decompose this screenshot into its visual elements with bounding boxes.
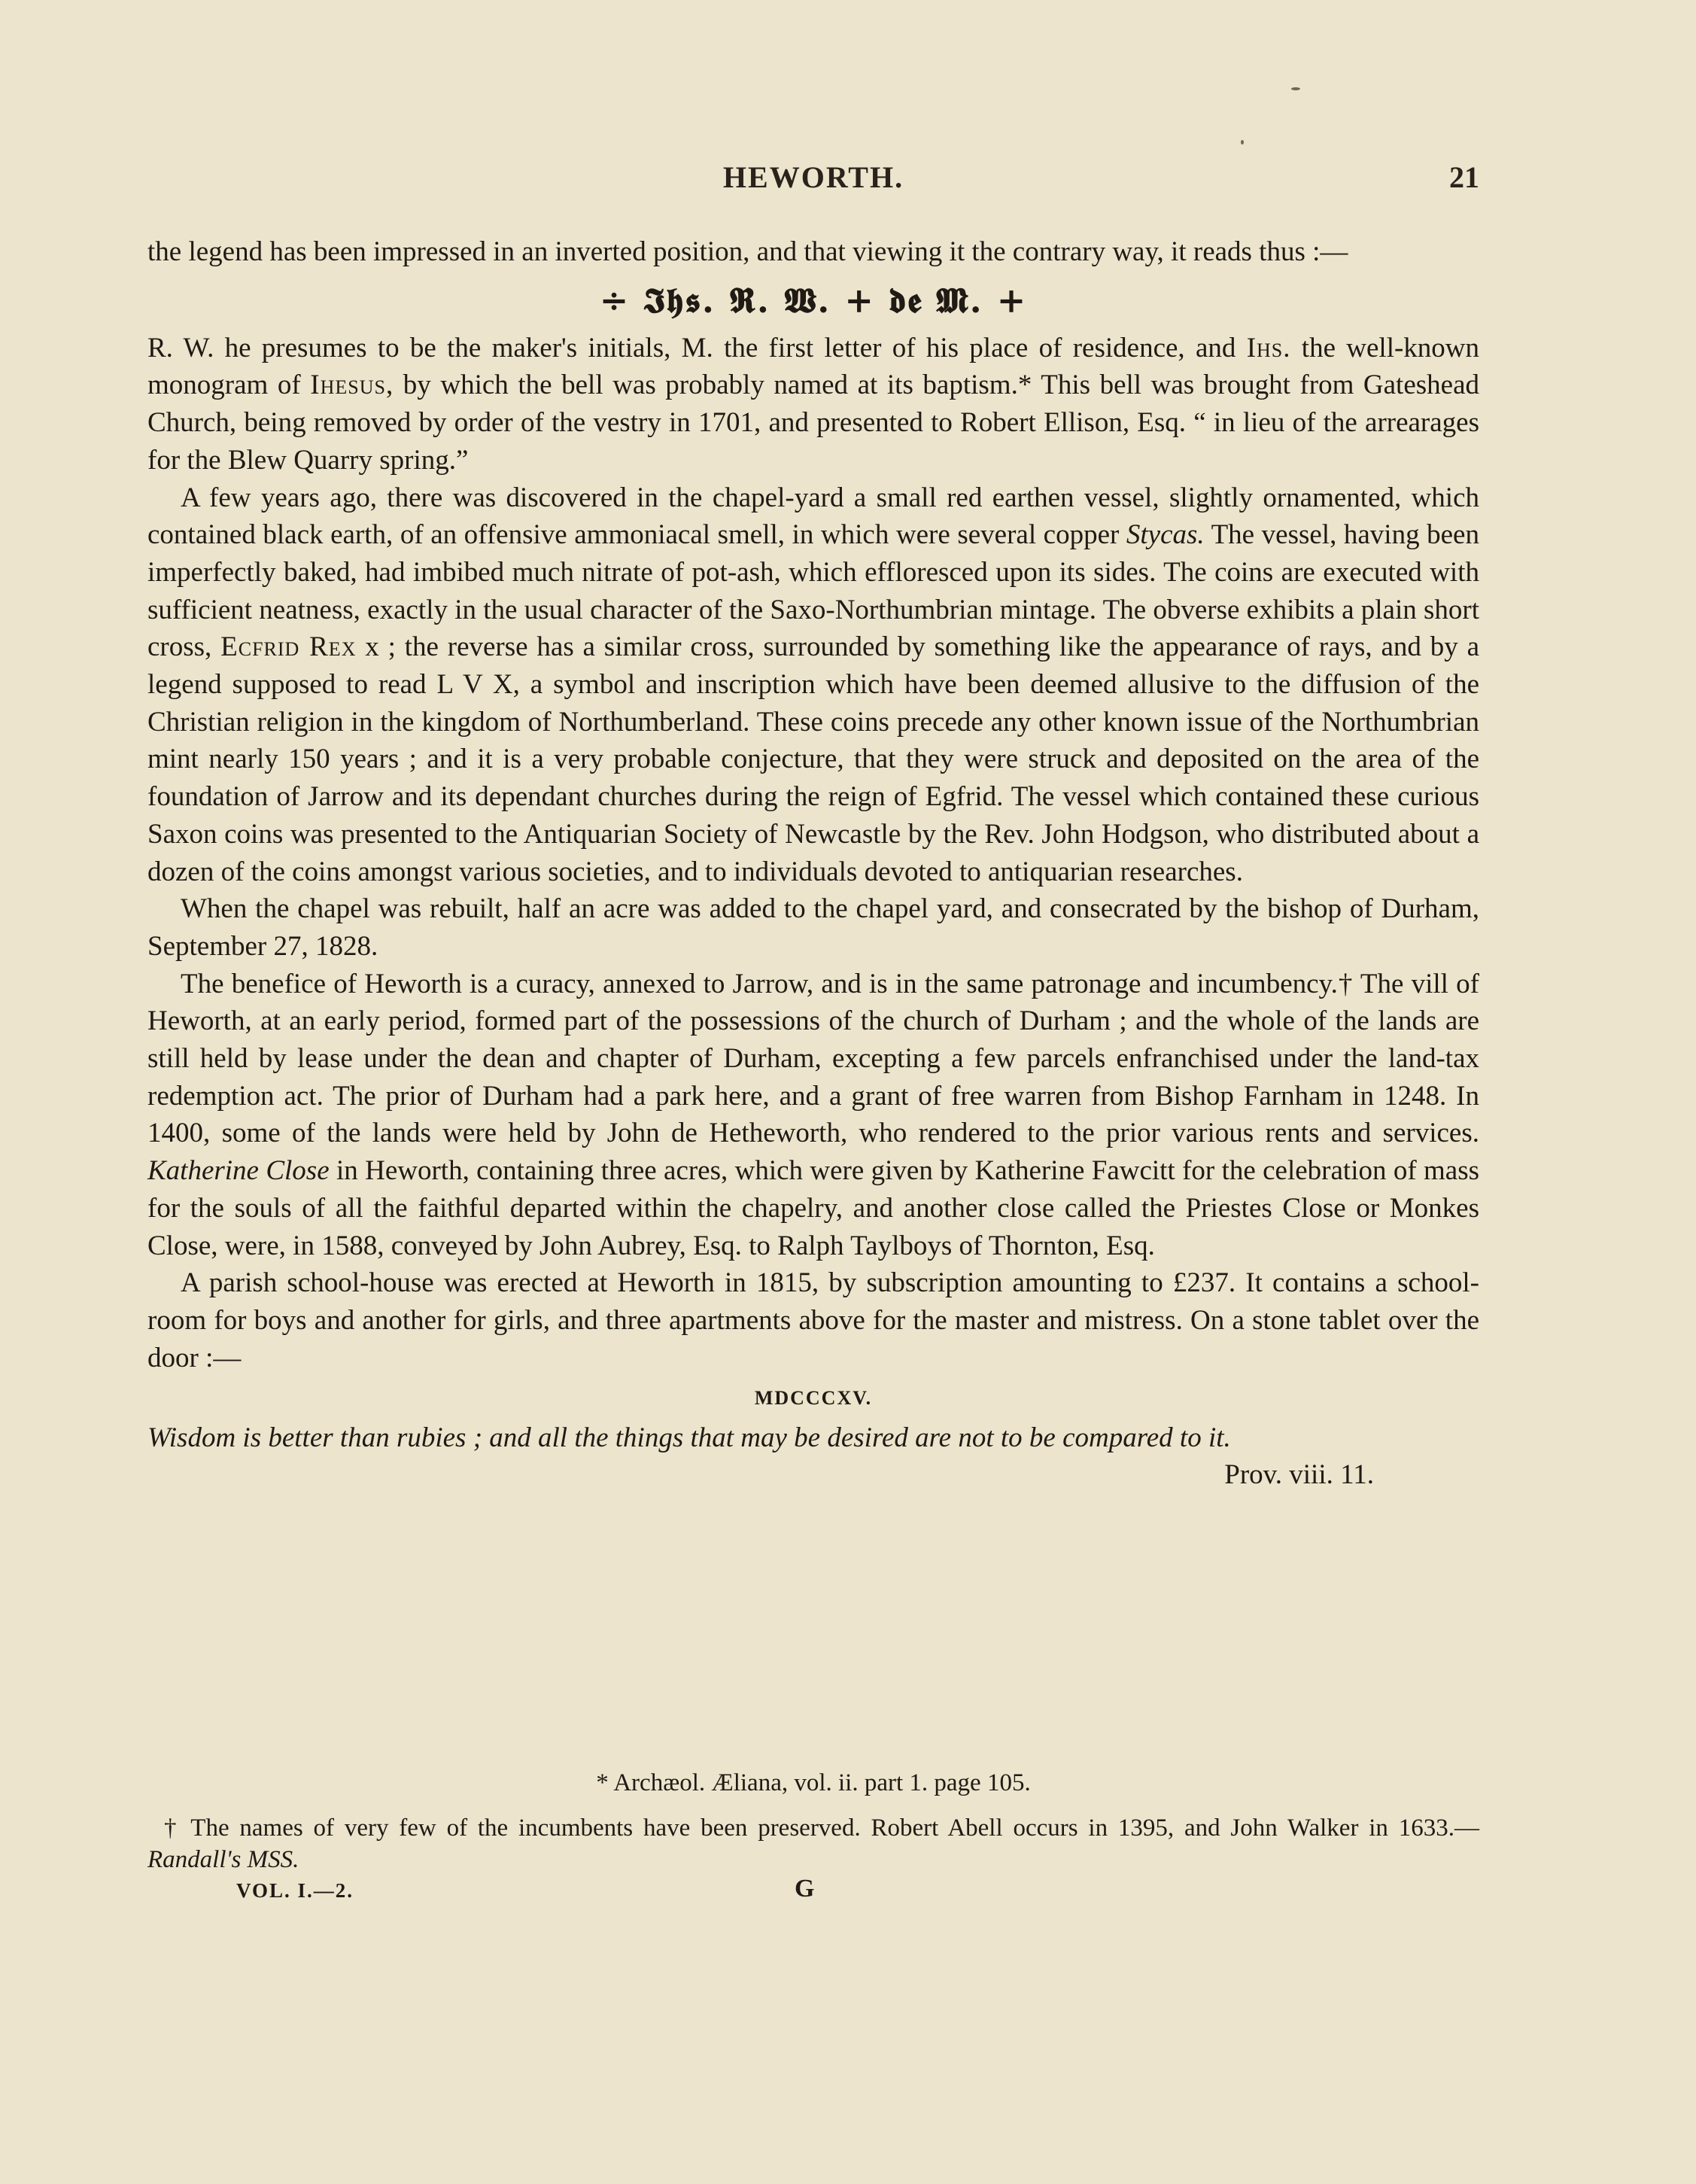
paragraph-text: by which the bell was probably named at its baptism.* This bell was brought from Gateshead Church, being removed by order of the vestry in 1701, and presented to Robert Ellison, Esq. “ in lieu of the arrearages for the Blew Quarry spring.” xyxy=(147,370,1480,476)
paragraph-continuation: the legend has been impressed in an inverted position, and that viewing it the contrary way, it reads thus :— xyxy=(147,236,1348,267)
gathering-letter: G xyxy=(795,1875,815,1903)
italic-term: Katherine Close xyxy=(147,1155,330,1187)
running-title: HEWORTH. xyxy=(722,160,904,194)
page-header xyxy=(147,160,1479,205)
footnote-source: Randall's MSS. xyxy=(147,1846,299,1873)
paragraph-chapel-rebuilt: When the chapel was rebuilt, half an acre was added to the chapel yard, and consecrated by the bishop of Durham, September 27, 1828. xyxy=(147,893,1479,962)
paragraph-benefice xyxy=(147,966,1479,1265)
tablet-quotation: Wisdom is better than rubies ; and all the things that may be desired are not to be compared to it. xyxy=(147,1422,1231,1454)
paragraph-text: in Heworth, containing three acres, which were given by Katherine Fawcitt for the celebration of mass for the souls of all the faithful departed within the chapelry, and another close called the Priestes Close or Monkes Close, were, in 1588, conveyed by John Aubrey, Esq. to Ralph Taylboys of Thornton, Esq. xyxy=(147,1155,1480,1261)
quotation-reference: Prov. viii. 11. xyxy=(1224,1459,1374,1491)
ink-speck xyxy=(1241,140,1244,144)
page-number: 21 xyxy=(1449,160,1479,194)
paragraph-stycas xyxy=(147,479,1479,891)
name-term: Ihesus, xyxy=(310,370,394,401)
ink-speck xyxy=(1291,87,1300,90)
tablet-year: MDCCCXV. xyxy=(754,1387,873,1410)
footnote-text: † The names of very few of the incumbents have been preserved. Robert Abell occurs in 1395, and John Walker in 1633.— xyxy=(164,1814,1479,1842)
paragraph-text: x ; the reverse has a similar cross, surrounded by something like the appearance of rays, and by a legend supposed to read L V X, a symbol and inscription which have been deemed allusive to the diffusion of the Christian religion in the kingdom of Northumberland. These coins precede any other known issue of the Northumbrian mint nearly 150 years ; and it is a very probable conjecture, that they were struck and deposited on the area of the foundation of Jarrow and its dependant churches during the reign of Egfrid. The vessel which contained these curious Saxon coins was presented to the Antiquarian Society of Newcastle by the Rev. John Hodgson, who distributed about a dozen of the coins amongst various societies, and to individuals devoted to antiquarian researches. xyxy=(147,631,1479,887)
monogram-term: Ihs. xyxy=(1246,332,1291,363)
paragraph-text: The vessel, having been imperfectly baked, had imbibed much nitrate of pot-ash, which effloresced upon its sides. The coins are executed with sufficient neatness, exactly in the usual character of the Saxo-Northumbrian mintage. The obverse exhibits a plain short cross, xyxy=(147,519,1479,663)
bell-legend-inscription: ÷ 𝕴𝖍𝖘. 𝕽. 𝖂. + 𝖉𝖊 𝕸. + xyxy=(599,279,1028,321)
volume-signature: VOL. I.—2. xyxy=(236,1879,354,1902)
coin-legend-term: Ecfrid Rex xyxy=(220,631,357,663)
paragraph-text: the well-known monogram of xyxy=(147,332,1480,401)
main-text xyxy=(147,233,1479,1494)
footnotes xyxy=(147,1767,1479,1875)
italic-term: Stycas. xyxy=(1126,519,1205,551)
paragraph-text: R. W. he presumes to be the maker's initials, M. the first letter of his place of residence, and xyxy=(147,332,1236,363)
paragraph-text: A few years ago, there was discovered in the chapel-yard a small red earthen vessel, slightly ornamented, which contained black earth, of an offensive ammoniacal smell, in which were several copper xyxy=(147,482,1479,551)
paragraph-text: The benefice of Heworth is a curacy, annexed to Jarrow, and is in the same patronage and incumbency.† The vill of Heworth, at an early period, formed part of the possessions of the church of Durham ; and the whole of the lands are still held by lease under the dean and chapter of Durham, excepting a few parcels enfranchised under the land-tax redemption act. The prior of Durham had a park here, and a grant of free warren from Bishop Farnham in 1248. In 1400, some of the lands were held by John de Hetheworth, who rendered to the prior various rents and services. xyxy=(147,968,1479,1149)
paragraph-bell-maker xyxy=(147,330,1479,479)
footnote-1: * Archæol. Æliana, vol. ii. part 1. page 105. xyxy=(596,1769,1031,1796)
paragraph-school-house: A parish school-house was erected at Heworth in 1815, by subscription amounting to £237. It contains a school-room for boys and another for girls, and three apartments above for the master and mistress. On a stone tablet over the door :— xyxy=(147,1267,1479,1373)
footnote-2 xyxy=(147,1812,1479,1875)
